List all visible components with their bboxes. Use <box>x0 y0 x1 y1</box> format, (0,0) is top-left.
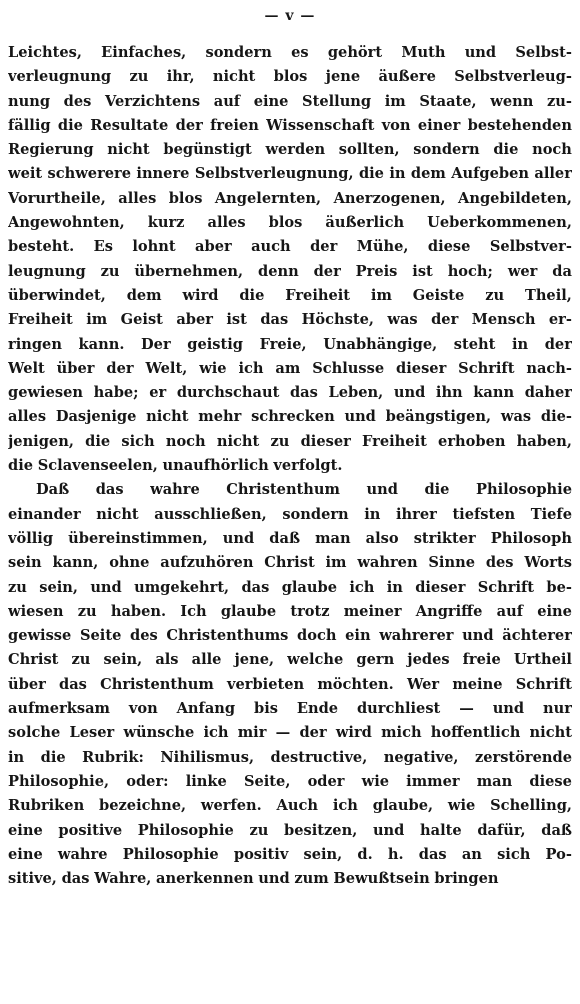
text-line: aufmerksam von Anfang bis Ende durchliest — und nur <box>8 700 572 718</box>
text-line: nung des Verzichtens auf eine Stellung im Staate, wenn zu- <box>8 92 572 110</box>
text-line: verleugnung zu ihr, nicht blos jene äußere Selbstverleug- <box>8 68 572 86</box>
text-line: Leichtes, Einfaches, sondern es gehört Muth und Selbst- <box>8 44 572 61</box>
text-line: leugnung zu übernehmen, denn der Preis ist hoch; wer da <box>8 262 572 280</box>
text-line: weit schwerere innere Selbstverleugnung, die in dem Aufgeben aller <box>8 165 572 183</box>
text-line: sitive, das Wahre, anerkennen und zum Bewußtsein bringen <box>8 870 499 888</box>
text-line: jenigen, die sich noch nicht zu dieser Freiheit erhoben haben, <box>8 432 572 450</box>
text-line: gewiesen habe; er durchschaut das Leben, und ihn kann daher <box>8 384 572 402</box>
text-line: Rubriken bezeichne, werfen. Auch ich glaube, wie Schelling, <box>8 797 572 815</box>
text-line: Daß das wahre Christenthum und die Philosophie <box>36 481 572 499</box>
text-line: die Sclavenseelen, unaufhörlich verfolgt. <box>8 457 343 475</box>
text-line: solche Leser wünsche ich mir — der wird mich hoffentlich nicht <box>8 724 572 742</box>
text-line: einander nicht ausschließen, sondern in ihrer tiefsten Tiefe <box>8 505 572 523</box>
text-line: überwindet, dem wird die Freiheit im Geiste zu Theil, <box>8 286 572 304</box>
text-line: besteht. Es lohnt aber auch der Mühe, diese Selbstver- <box>8 238 572 256</box>
text-line: sein kann, ohne aufzuhören Christ im wahren Sinne des Worts <box>8 554 572 572</box>
text-line: Christ zu sein, als alle jene, welche gern jedes freie Urtheil <box>8 651 572 669</box>
text-line: völlig übereinstimmen, und daß man also strikter Philosoph <box>8 529 572 547</box>
text-line: wiesen zu haben. Ich glaube trotz meiner Angriffe auf eine <box>8 602 572 620</box>
page-number-header: — v — <box>264 8 316 24</box>
text-line: in die Rubrik: Nihilismus, destructive, negative, zerstörende <box>8 748 572 766</box>
text-line: eine wahre Philosophie positiv sein, d. h. das an sich Po- <box>8 845 572 863</box>
text-line: eine positive Philosophie zu besitzen, und halte dafür, daß <box>8 821 572 839</box>
text-line: über das Christenthum verbieten möchten. Wer meine Schrift <box>8 675 572 693</box>
text-line: Vorurtheile, alles blos Angelernten, Anerzogenen, Angebildeten, <box>8 189 572 207</box>
text-line: Regierung nicht begünstigt werden sollten, sondern die noch <box>8 141 572 159</box>
text-line: gewisse Seite des Christenthums doch ein wahrerer und ächterer <box>8 627 572 645</box>
body-text <box>8 41 572 891</box>
text-line: Welt über der Welt, wie ich am Schlusse dieser Schrift nach- <box>8 359 572 377</box>
text-line: fällig die Resultate der freien Wissenschaft von einer bestehenden <box>8 116 572 134</box>
text-line: alles Dasjenige nicht mehr schrecken und beängstigen, was die- <box>8 408 572 426</box>
text-line: ringen kann. Der geistig Freie, Unabhängige, steht in der <box>8 335 572 353</box>
text-line: Freiheit im Geist aber ist das Höchste, was der Mensch er- <box>8 311 572 329</box>
text-line: Philosophie, oder: linke Seite, oder wie immer man diese <box>8 772 572 790</box>
text-line: zu sein, und umgekehrt, das glaube ich in dieser Schrift be- <box>8 578 572 596</box>
text-line: Angewohnten, kurz alles blos äußerlich Ueberkommenen, <box>8 214 572 232</box>
